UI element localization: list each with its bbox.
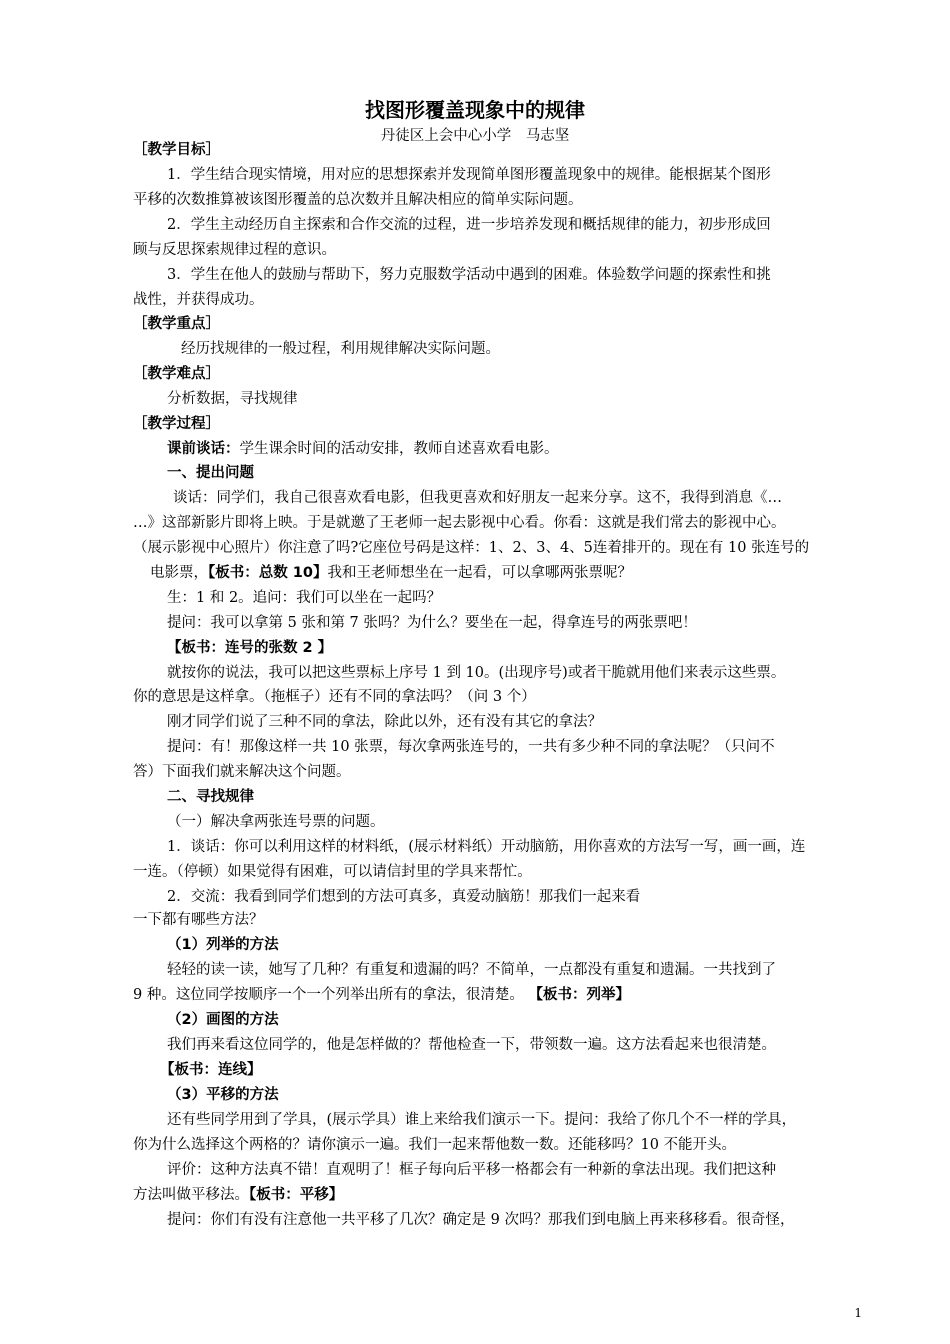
section-heading: ［教学难点］ <box>133 366 220 382</box>
text-segment: 学生课余时间的活动安排，教师自述喜欢看电影。 <box>239 441 559 457</box>
blackboard-note: 【板书：总数 10】 <box>208 565 328 581</box>
body-text-line: 答）下面我们就来解决这个问题。 <box>133 764 351 780</box>
section-heading: 【板书：连线】 <box>160 1062 262 1078</box>
text-segment: 我和王老师想坐在一起看，可以拿哪两张票呢？ <box>327 565 632 581</box>
section-heading: （1）列举的方法 <box>167 937 279 953</box>
body-text-line: 战性，并获得成功。 <box>133 292 264 308</box>
page-number: 1 <box>854 1306 862 1320</box>
body-text-line <box>167 437 559 461</box>
body-text-line: 谈话：同学们，我自己很喜欢看电影，但我更喜欢和好朋友一起来分享。这不，我得到消息《… <box>173 490 782 506</box>
section-heading: 二、寻找规律 <box>167 789 254 805</box>
section-heading: 【板书：连号的张数 2 】 <box>167 640 333 656</box>
body-text-line: 我们再来看这位同学的，他是怎样做的？帮他检查一下，带领数一遍。这方法看起来也很清楚。 <box>167 1037 776 1053</box>
body-text-line: 你的意思是这样拿。（拖框子）还有不同的拿法吗？（问 3 个） <box>133 689 536 705</box>
body-text-line: 一下都有哪些方法？ <box>133 912 264 928</box>
body-text-line <box>133 1183 343 1207</box>
body-text-line: 轻轻的读一读，她写了几种？有重复和遗漏的吗？不简单，一点都没有重复和遗漏。一共找到了 <box>167 962 776 978</box>
text-segment: 9 种。这位同学按顺序一个一个列举出所有的拿法，很清楚。 <box>133 987 529 1003</box>
body-text-line: 提问：我可以拿第 5 张和第 7 张吗？为什么？要坐在一起，得拿连号的两张票吧！ <box>167 615 697 631</box>
blackboard-note: 【板书：列举】 <box>528 987 630 1003</box>
body-text-line: 生：1 和 2。追问：我们可以坐在一起吗？ <box>167 590 442 606</box>
document-author: 丹徒区上会中心小学 马志坚 <box>380 128 570 144</box>
section-heading: ［教学重点］ <box>133 316 220 332</box>
blackboard-note: 【板书：平移】 <box>249 1187 344 1203</box>
body-text-line: 还有些同学用到了学具，(展示学具）谁上来给我们演示一下。提问：我给了你几个不一样的学具， <box>167 1112 797 1128</box>
body-text-line: 顾与反思探索规律过程的意识。 <box>133 242 336 258</box>
body-text-line: 平移的次数推算被该图形覆盖的总次数并且解决相应的简单实际问题。 <box>133 192 583 208</box>
section-heading: ［教学目标］ <box>133 142 220 158</box>
section-heading: （3）平移的方法 <box>167 1087 279 1103</box>
text-segment: 方法叫做平移法。 <box>133 1187 249 1203</box>
inline-label: 课前谈话： <box>167 441 240 457</box>
body-text-line: 刚才同学们说了三种不同的拿法，除此以外，还有没有其它的拿法？ <box>167 714 602 730</box>
document-title: 找图形覆盖现象中的规律 <box>365 98 585 122</box>
section-heading: ［教学过程］ <box>133 416 220 432</box>
body-text-line: 提问：你们有没有注意他一共平移了几次？确定是 9 次吗？那我们到电脑上再来移移看。很奇怪， <box>167 1212 795 1228</box>
body-text-line: （一）解决拿两张连号票的问题。 <box>167 814 385 830</box>
body-text-line <box>133 983 630 1007</box>
body-text-line: 1．学生结合现实情境，用对应的思想探索并发现简单图形覆盖现象中的规律。能根据某个图形 <box>167 167 771 183</box>
section-heading: 一、提出问题 <box>167 465 254 481</box>
body-text-line: …》这部新影片即将上映。于是就邀了王老师一起去影视中心看。你看：这就是我们常去的影视中心。 <box>133 515 786 531</box>
body-text-line: （展示影视中心照片）你注意了吗?它座位号码是这样：1、2、3、4、5连着排开的。现在有 10 张连号的 <box>133 540 810 556</box>
body-text-line: 2．学生主动经历自主探索和合作交流的过程，进一步培养发现和概括规律的能力，初步形成回 <box>167 217 771 233</box>
body-text-line: 经历找规律的一般过程，利用规律解决实际问题。 <box>181 341 500 357</box>
section-heading: （2）画图的方法 <box>167 1012 279 1028</box>
body-text-line: 一连。（停顿）如果觉得有困难，可以请信封里的学具来帮忙。 <box>133 864 532 880</box>
body-text-line: 评价：这种方法真不错！直观明了！框子每向后平移一格都会有一种新的拿法出现。我们把这种 <box>167 1162 776 1178</box>
body-text-line: 2．交流：我看到同学们想到的方法可真多，真爱动脑筋！那我们一起来看 <box>167 889 641 905</box>
body-text-line: 你为什么选择这个两格的？请你演示一遍。我们一起来帮他数一数。还能移吗？10 不能开头。 <box>133 1137 737 1153</box>
text-segment: 电影票， <box>150 565 208 581</box>
body-text-line: 提问：有！那像这样一共 10 张票，每次拿两张连号的，一共有多少种不同的拿法呢？（只问不 <box>167 739 775 755</box>
body-text-line: 分析数据，寻找规律 <box>167 391 298 407</box>
body-text-line: 就按你的说法，我可以把这些票标上序号 1 到 10。(出现序号)或者干脆就用他们来表示这些票。 <box>167 665 786 681</box>
body-text-line: 1．谈话：你可以利用这样的材料纸，(展示材料纸）开动脑筋，用你喜欢的方法写一写，画一画，连 <box>167 839 806 855</box>
body-text-line: 3．学生在他人的鼓励与帮助下，努力克服数学活动中遇到的困难。体验数学问题的探索性和挑 <box>167 267 771 283</box>
body-text-line <box>150 561 632 585</box>
